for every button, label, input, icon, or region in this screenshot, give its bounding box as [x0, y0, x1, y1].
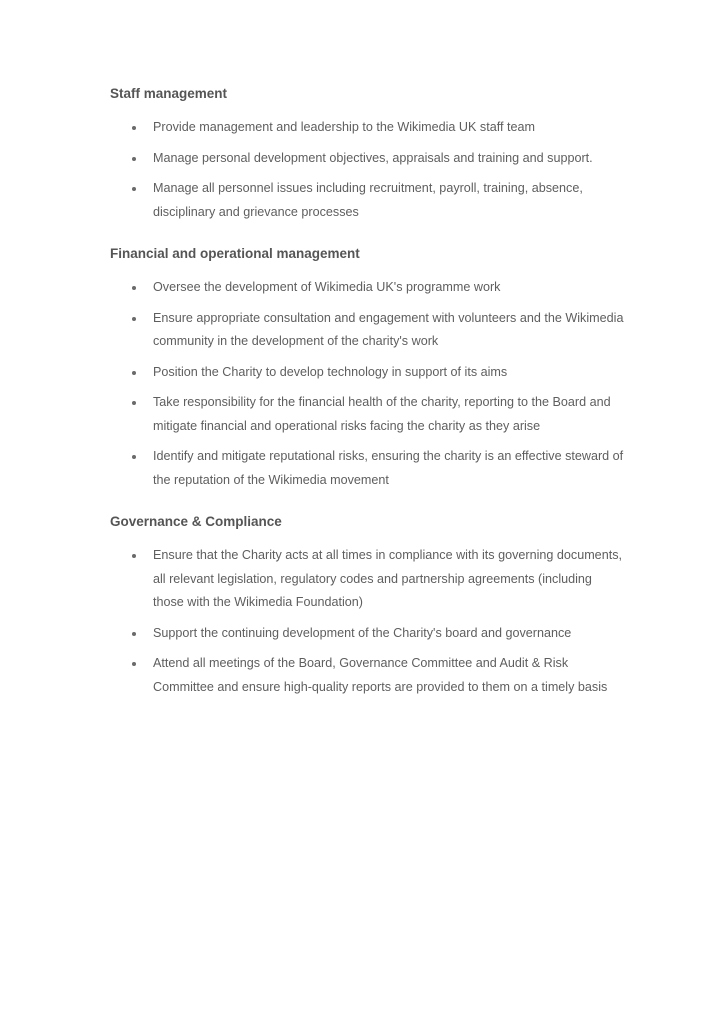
bullet-icon — [132, 401, 136, 405]
bullet-list — [110, 276, 624, 492]
section-heading: Staff management — [110, 86, 228, 101]
list-item-text: Provide management and leadership to the Wikimedia UK staff team — [153, 120, 535, 134]
list-item — [110, 177, 624, 224]
list-item — [110, 544, 624, 615]
list-item — [110, 307, 624, 354]
section-heading: Financial and operational management — [110, 246, 360, 261]
list-item — [110, 276, 624, 300]
list-item-text: Manage all personnel issues including recruitment, payroll, training, absence, disciplinary and grievance processes — [153, 181, 583, 219]
list-item-text: Ensure that the Charity acts at all times in compliance with its governing documents, all relevant legislation, regulatory codes and partnership agreements (including those with the Wikimedia Foundation) — [153, 548, 622, 609]
list-item — [110, 445, 624, 492]
list-item-text: Take responsibility for the financial health of the charity, reporting to the Board and mitigate financial and operational risks facing the charity as they arise — [153, 395, 611, 433]
bullet-icon — [132, 187, 136, 191]
list-item-text: Ensure appropriate consultation and engagement with volunteers and the Wikimedia community in the development of the charity's work — [153, 310, 624, 348]
list-item — [110, 652, 624, 699]
list-item — [110, 116, 624, 140]
bullet-icon — [132, 157, 136, 161]
bullet-icon — [132, 554, 136, 558]
section-financial-operational — [110, 244, 624, 492]
list-item — [110, 361, 624, 385]
list-item-text: Support the continuing development of the Charity's board and governance — [153, 625, 572, 640]
list-item — [110, 147, 624, 171]
bullet-icon — [132, 662, 136, 666]
bullet-icon — [132, 455, 136, 459]
list-item-text: Attend all meetings of the Board, Governance Committee and Audit & Risk Committee and ensure high-quality reports are provided to them on a timely basis — [153, 656, 608, 694]
section-heading: Governance & Compliance — [110, 514, 282, 529]
bullet-list — [110, 116, 624, 224]
bullet-icon — [132, 126, 136, 130]
list-item-text: Oversee the development of Wikimedia UK's programme work — [153, 280, 501, 294]
bullet-icon — [132, 371, 136, 375]
list-item — [110, 622, 624, 646]
section-governance-compliance — [110, 512, 624, 699]
list-item-text: Manage personal development objectives, appraisals and training and support. — [153, 150, 593, 165]
bullet-icon — [132, 632, 136, 636]
bullet-icon — [132, 286, 136, 290]
list-item — [110, 391, 624, 438]
bullet-list — [110, 544, 624, 699]
section-staff-management — [110, 84, 624, 224]
bullet-icon — [132, 317, 136, 321]
list-item-text: Position the Charity to develop technology in support of its aims — [153, 364, 508, 379]
list-item-text: Identify and mitigate reputational risks, ensuring the charity is an effective steward of the reputation of the Wikimedia movement — [153, 449, 624, 487]
